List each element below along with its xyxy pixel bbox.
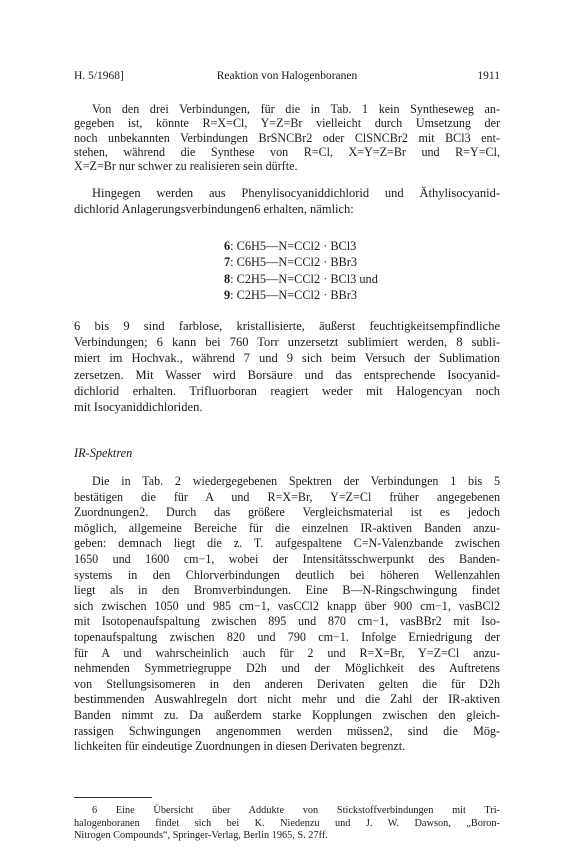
compound-number: 7 — [224, 255, 231, 270]
compound-number: 6 — [224, 239, 231, 253]
running-title: Reaktion von Halogenboranen — [216, 70, 358, 82]
text-line: Von den drei Verbindungen, für die in Tab. 1 kein Syntheseweg an- — [92, 102, 500, 116]
formula-7: 7: C6H5—N=CCl2 · BBr3 — [224, 255, 358, 270]
paragraph-ir-spectra — [74, 474, 500, 755]
formula-text: C2H5—N=CCl2 · BBr3 — [236, 287, 358, 302]
footnote-line: 6 Eine Übersicht über Addukte von Stickstoffverbindungen mit Tri- — [92, 805, 500, 816]
text-line: X=Z=Br nur schwer zu realisieren sein dürfte. — [74, 159, 298, 174]
formula-text: C2H5—N=CCl2 · BCl3 und — [236, 271, 378, 286]
text-line: für A und wahrscheinlich auch für 2 und R=X=Br, Y=Z=Cl anzu- — [74, 645, 500, 660]
text-line: gegeben ist, könnte R=X=Cl, Y=Z=Br vielleicht durch Umsetzung der — [74, 116, 500, 131]
formula-6: 6: C6H5—N=CCl2 · BCl3 — [224, 239, 357, 253]
journal-issue: H. 5/1968] — [74, 70, 124, 82]
text-line: zersetzen. Mit Wasser wird Borsäure und das entsprechende Isocyanid- — [74, 367, 500, 382]
compound-number: 9 — [224, 287, 231, 302]
text-line: mit Isocyaniddichloriden. — [74, 400, 203, 415]
text-line: topenaufspaltung zwischen 820 und 790 cm−1. Infolge Erniedrigung der — [74, 629, 500, 644]
text-line: dichlorid Anlagerungsverbindungen6 erhalten, nämlich: — [74, 201, 354, 216]
running-header — [74, 70, 500, 86]
text-line: 6 bis 9 sind farblose, kristallisierte, äußerst feuchtigkeitsempfindliche — [74, 319, 500, 333]
paragraph-synthesis — [74, 102, 500, 173]
text-line: 1650 und 1600 cm−1, wobei der Intensitätsschwerpunkt des Banden- — [74, 551, 500, 566]
formula-text: C6H5—N=CCl2 · BCl3 — [236, 239, 357, 253]
text-line: liegt als in den Bromverbindungen. Eine B—N-Ringschwingung findet — [74, 583, 500, 598]
text-line: sich zwischen 1050 und 985 cm−1, νasCCl2 knapp über 900 cm−1, νasBCl2 — [74, 598, 500, 613]
text-line: lichkeiten für eindeutige Zuordnungen in diesen Derivaten begrenzt. — [74, 739, 406, 754]
compound-number: 8 — [224, 271, 231, 286]
formula-8: 8: C2H5—N=CCl2 · BCl3 und — [224, 271, 378, 286]
footnote-line: Nitrogen Compounds“, Springer-Verlag, Berlin 1965, S. 27ff. — [74, 830, 328, 842]
text-line: systems in den Chlorverbindungen deutlich bei höheren Wellenzahlen — [74, 567, 500, 582]
text-line: mit Isotopenaufspaltung zwischen 895 und 870 cm−1, νasBBr2 mit Iso- — [74, 614, 500, 629]
footnote-line: halogenboranen findet sich bei K. Niedenzu und J. W. Dawson, „Boron- — [74, 817, 500, 829]
text-line: Die in Tab. 2 wiedergegebenen Spektren der Verbindungen 1 bis 5 — [92, 474, 500, 488]
text-line: miert im Hochvak., während 7 und 9 sich beim Versuch der Sublimation — [74, 351, 500, 366]
formula-9: 9: C2H5—N=CCl2 · BBr3 — [224, 287, 358, 302]
paragraph-properties — [74, 318, 500, 415]
formula-text: C6H5—N=CCl2 · BBr3 — [236, 255, 358, 270]
formula-list — [224, 238, 474, 303]
text-line: nehmenden Symmetriegruppe D2h und der Möglichkeit des Auftretens — [74, 661, 500, 676]
footnote — [74, 805, 500, 843]
text-line: bestätigen die für A und R=X=Br, Y=Z=Cl früher angegebenen — [74, 489, 500, 504]
paragraph-adducts — [74, 186, 500, 217]
text-line: geben: demnach liegt die z. T. aufgespaltene C=N-Valenzbande zwischen — [74, 536, 500, 551]
text-line: stehen, während die Synthese von R=Cl, X=Y=Z=Br und R=Y=Cl, — [74, 144, 500, 159]
section-heading: IR-Spektren — [74, 446, 133, 460]
text-line: Zuordnungen2. Durch das größere Vergleichsmaterial ist es jedoch — [74, 505, 500, 520]
text-line: bestimmenden Auswahlregeln dort nicht mehr und die Zahl der IR-aktiven — [74, 692, 500, 707]
text-line: möglich, allgemeine Bereiche für die einzelnen IR-aktiven Banden anzu- — [74, 520, 500, 535]
page-number: 1911 — [477, 70, 500, 82]
text-line: von Stellungsisomeren in den anderen Derivaten gelten die für D2h — [74, 676, 500, 691]
text-line: Banden nimmt zu. Da außerdem starke Kopplungen zwischen den gleich- — [74, 707, 500, 722]
text-line: Hingegen werden aus Phenylisocyaniddichlorid und Äthylisocyanid- — [92, 186, 500, 200]
text-line: dichlorid erhalten. Trifluorboran reagiert weder mit Halogencyan noch — [74, 383, 500, 398]
footnote-divider — [74, 797, 152, 798]
text-line: noch unbekannten Verbindungen BrSNCBr2 oder ClSNCBr2 mit BCl3 ent- — [74, 130, 500, 145]
text-line: Verbindungen; 6 kann bei 760 Torr unzersetzt sublimiert werden, 8 subli- — [74, 335, 500, 350]
text-line: rassigen Schwingungen angenommen werden müssen2, sind die Mög- — [74, 723, 500, 738]
